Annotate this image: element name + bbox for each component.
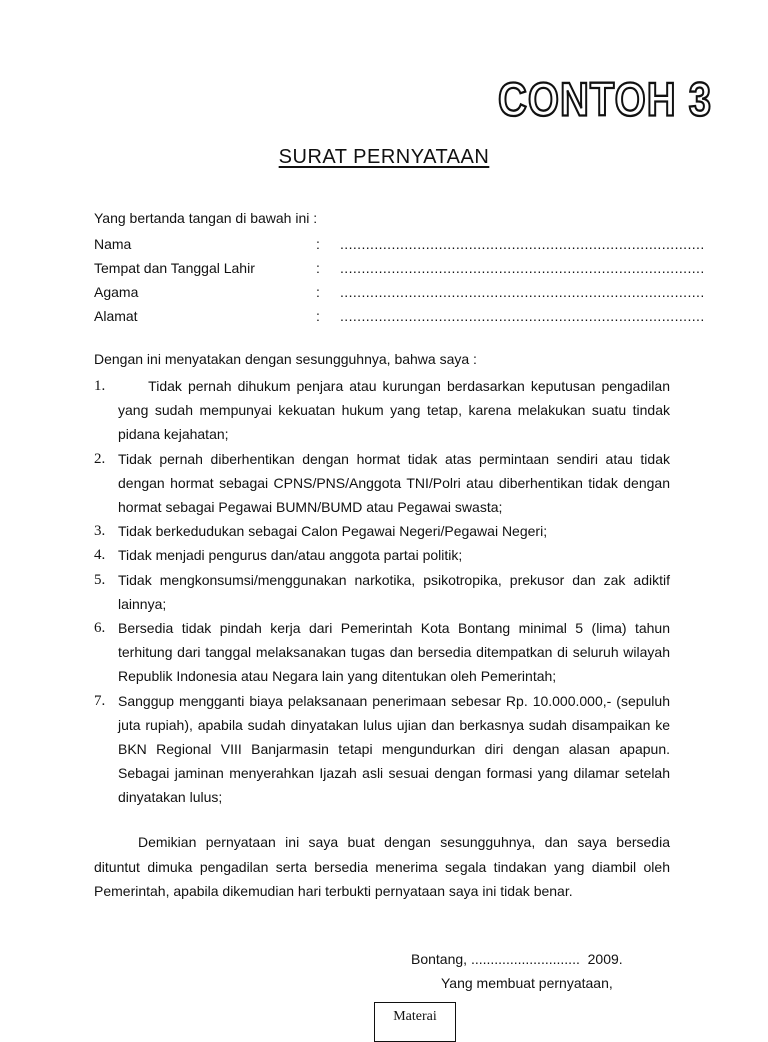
field-blank: .....................................................................................	[340, 284, 705, 300]
identity-fields	[94, 232, 705, 328]
list-number: 2.	[94, 450, 106, 467]
list-number: 3.	[94, 523, 106, 540]
field-alamat	[94, 304, 705, 328]
field-colon: :	[316, 308, 320, 324]
field-nama	[94, 232, 705, 256]
list-text: Tidak mengkonsumsi/menggunakan narkotika, psikotropika, prekusor dan zak adiktif lainnya;	[118, 571, 670, 612]
list-item	[94, 519, 670, 543]
list-item	[94, 543, 670, 567]
list-item	[94, 568, 670, 616]
list-item	[94, 689, 670, 810]
list-item	[94, 616, 670, 689]
field-label: Agama	[94, 284, 139, 300]
list-text: Tidak pernah dihukum penjara atau kurungan berdasarkan keputusan pengadilan yang sudah mempunyai kekuatan hukum yang tetap, karena melakukan suatu tindak pidana kejahatan;	[118, 378, 670, 443]
field-colon: :	[316, 236, 320, 252]
list-item	[94, 374, 670, 447]
field-label: Tempat dan Tanggal Lahir	[94, 260, 255, 276]
list-text: Bersedia tidak pindah kerja dari Pemerintah Kota Bontang minimal 5 (lima) tahun terhitung dari tanggal melaksanakan tugas dan bersedia ditempatkan di seluruh wilayah Republik Indonesia atau Negara lain yang ditentukan oleh Pemerintah;	[118, 620, 670, 685]
stamp-box: Materai	[374, 1002, 456, 1042]
field-label: Nama	[94, 236, 132, 252]
field-blank: .....................................................................................	[340, 260, 705, 276]
intro-text: Yang bertanda tangan di bawah ini :	[94, 210, 318, 226]
list-text: Tidak menjadi pengurus dan/atau anggota partai politik;	[118, 547, 463, 564]
list-text: Sanggup mengganti biaya pelaksanaan penerimaan sebesar Rp. 10.000.000,- (sepuluh juta rupiah), apabila sudah dinyatakan lulus ujian dan berkasnya sudah disampaikan ke BKN Regional VIII Banjarmasin tetapi mengundurkan diri dengan alasan apapun. Sebagai jaminan menyerahkan Ijazah asli sesuai dengan formasi yang dilamar setelah dinyatakan lulus;	[118, 692, 670, 806]
list-number: 5.	[94, 571, 106, 588]
field-label: Alamat	[94, 308, 138, 324]
list-number: 1.	[94, 378, 106, 394]
field-colon: :	[316, 260, 320, 276]
list-item	[94, 447, 670, 520]
list-number: 7.	[94, 692, 106, 709]
document-title-text: SURAT PERNYATAAN	[278, 146, 490, 168]
field-colon: :	[316, 284, 320, 300]
lead-text: Dengan ini menyatakan dengan sesungguhnya, bahwa saya :	[94, 351, 477, 367]
document-title	[0, 146, 768, 169]
example-tag: CONTOH 3	[498, 74, 712, 126]
field-blank: .....................................................................................	[340, 236, 705, 252]
signer-label: Yang membuat pernyataan,	[441, 975, 613, 991]
field-agama	[94, 280, 705, 304]
list-text: Tidak pernah diberhentikan dengan hormat tidak atas permintaan sendiri atau tidak dengan hormat sebagai CPNS/PNS/Anggota TNI/Polri atau diberhentikan tidak dengan hormat sebagai Pegawai BUMN/BUMD atau Pegawai swasta;	[118, 450, 670, 516]
statement-list	[94, 374, 670, 810]
list-number: 6.	[94, 620, 106, 637]
field-tempat-tanggal-lahir	[94, 256, 705, 280]
field-blank: .....................................................................................	[340, 308, 705, 324]
list-text: Tidak berkedudukan sebagai Calon Pegawai Negeri/Pegawai Negeri;	[118, 523, 548, 540]
closing-paragraph: Demikian pernyataan ini saya buat dengan sesungguhnya, dan saya bersedia dituntut dimuka pengadilan serta bersedia menerima segala tindakan yang diambil oleh Pemerintah, apabila dikemudian hari terbukti pernyataan saya ini tidak benar.	[94, 834, 670, 899]
place-date: Bontang, ............................ 2009.	[411, 951, 623, 967]
list-number: 4.	[94, 547, 106, 564]
